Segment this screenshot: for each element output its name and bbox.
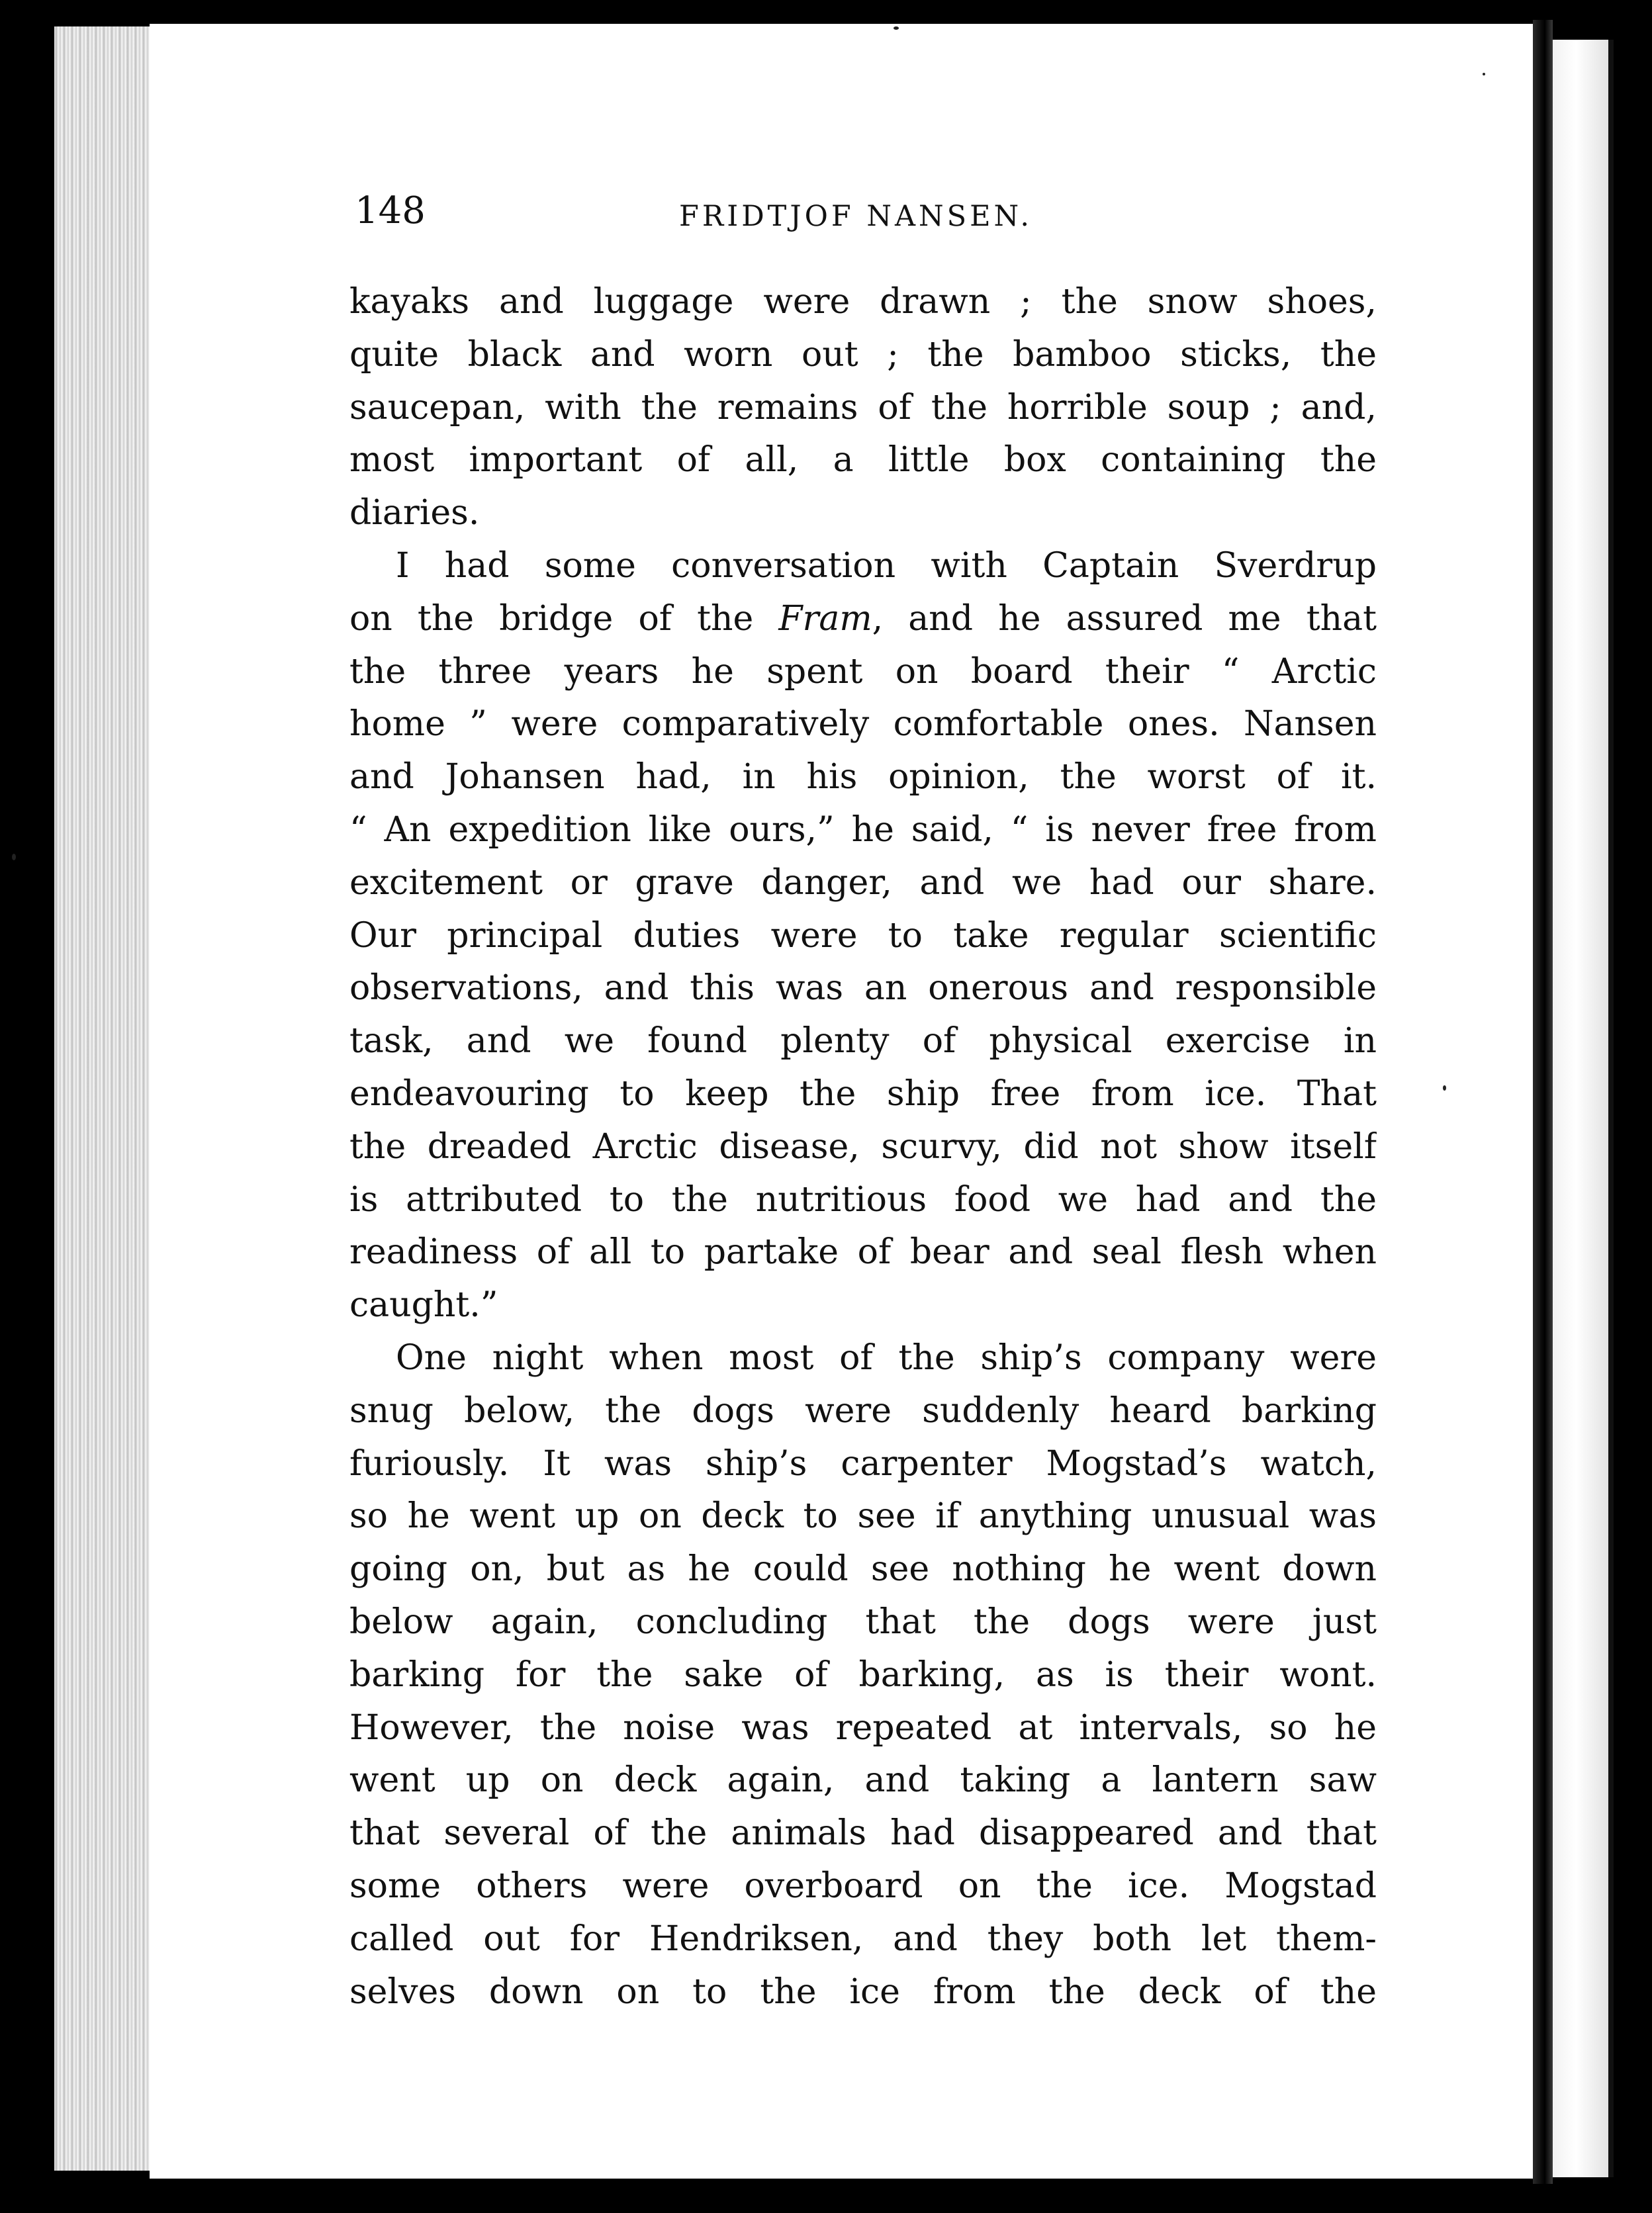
text-line: the dreaded Arctic disease, scurvy, did not show itself [349, 1126, 1377, 1167]
ship-name: Fram [778, 598, 872, 639]
text-line: below again, concluding that the dogs were just [349, 1602, 1377, 1642]
scan-speck [1443, 1085, 1446, 1091]
text-line: and Johansen had, in his opinion, the worst of it. [349, 757, 1377, 797]
text-line: called out for Hendriksen, and they both let them- [349, 1919, 1377, 1959]
running-title: FRIDTJOF NANSEN. [679, 200, 1033, 233]
text-line-ship-name [349, 593, 1377, 646]
gutter-shadow [1533, 20, 1553, 2184]
facing-page-border [1608, 40, 1614, 2177]
paragraph-start: One night when most of the ship’s company were [396, 1337, 1377, 1378]
text-line: kayaks and luggage were drawn ; the snow shoes, [349, 282, 1377, 322]
page-number: 148 [355, 189, 426, 232]
text-line: snug below, the dogs were suddenly heard barking [349, 1390, 1377, 1431]
page-edges [54, 26, 154, 2171]
text-line: some others were overboard on the ice. Mogstad [349, 1866, 1377, 1906]
text-line: is attributed to the nutritious food we had and the [349, 1179, 1377, 1220]
text-line: the three years he spent on board their “ Arctic [349, 651, 1377, 692]
text-line: observations, and this was an onerous and responsible [349, 968, 1377, 1009]
text-line: barking for the sake of barking, as is their wont. [349, 1654, 1377, 1695]
text-line: so he went up on deck to see if anything unusual was [349, 1496, 1377, 1537]
text-line: endeavouring to keep the ship free from ice. That [349, 1073, 1377, 1114]
text-line: diaries. [349, 493, 480, 533]
text-line: excitement or grave danger, and we had our share. [349, 862, 1377, 903]
scan-speck [894, 26, 899, 30]
text-line: home ” were comparatively comfortable ones. Nansen [349, 704, 1377, 745]
body-text [349, 276, 1377, 2018]
text-line: However, the noise was repeated at intervals, so he [349, 1707, 1377, 1748]
text-line: that several of the animals had disappeared and that [349, 1813, 1377, 1854]
line-text-before: on the bridge of the [349, 598, 754, 639]
text-line: quite black and worn out ; the bamboo sticks, the [349, 334, 1377, 375]
facing-page-edge [1553, 40, 1611, 2177]
text-line: readiness of all to partake of bear and seal flesh when [349, 1232, 1377, 1273]
text-line: most important of all, a little box containing the [349, 440, 1377, 480]
line-text-after: , and he assured me that [872, 598, 1377, 639]
text-line: going on, but as he could see nothing he went down [349, 1549, 1377, 1590]
text-line: task, and we found plenty of physical exercise in [349, 1021, 1377, 1061]
text-line: saucepan, with the remains of the horrible soup ; and, [349, 387, 1377, 428]
text-line: Our principal duties were to take regular scientific [349, 915, 1377, 956]
text-line: furiously. It was ship’s carpenter Mogstad’s watch, [349, 1443, 1377, 1484]
running-head [349, 188, 1382, 241]
paragraph-start: I had some conversation with Captain Sverdrup [396, 545, 1377, 586]
scan-speck [1483, 73, 1485, 75]
text-line: went up on deck again, and taking a lantern saw [349, 1760, 1377, 1801]
text-line: selves down on to the ice from the deck of the [349, 1971, 1377, 2012]
text-line: “ An expedition like ours,” he said, “ is never free from [349, 809, 1377, 850]
text-line: caught.” [349, 1285, 498, 1326]
scan-speck [12, 854, 16, 860]
